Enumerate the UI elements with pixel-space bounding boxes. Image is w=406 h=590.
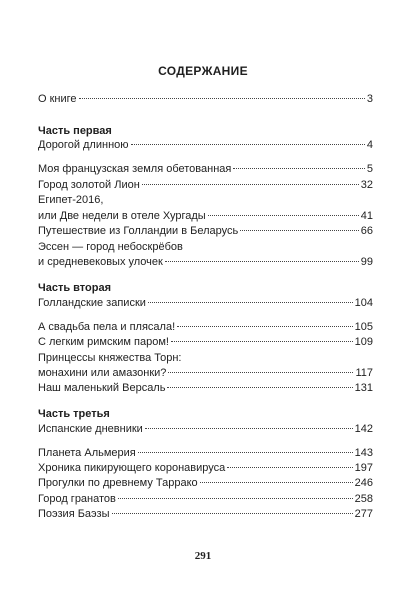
toc-entry [38,178,373,192]
toc-page-number: 258 [354,493,373,505]
section-heading: Часть первая [38,125,112,137]
toc-entry [38,138,373,152]
toc-page-number: 104 [354,297,373,309]
section-heading: Часть вторая [38,282,112,294]
toc-entry [38,162,373,176]
dot-leader [171,341,353,342]
toc-entry-title: монахини или амазонки? [38,367,167,379]
dot-leader [227,467,352,468]
toc-entry [38,320,373,334]
toc-entry-title: Наш маленький Версаль [38,382,166,394]
toc-page-number: 99 [360,256,373,268]
toc-entry-line [38,240,373,254]
dot-leader [200,482,353,483]
toc-page-number: 131 [354,382,373,394]
toc-page-number: 246 [354,477,373,489]
toc-entry [38,366,373,380]
toc-entry [38,446,373,460]
dot-leader [79,98,365,99]
toc-entry [38,209,373,223]
dot-leader [131,144,365,145]
toc-entry [38,255,373,269]
toc-page-number: 3 [366,93,373,105]
toc-entry-title: Хроника пикирующего коронавируса [38,462,226,474]
page-number: 291 [194,550,212,562]
toc-entry-title: Эссен — город небоскрёбов [38,241,183,253]
dot-leader [233,168,365,169]
section-heading: Часть третья [38,408,110,420]
toc-page-number: 143 [354,447,373,459]
toc-entry-title: А свадьба пела и плясала! [38,321,176,333]
toc-page-number: 105 [354,321,373,333]
toc-entry-title: Принцессы княжества Торн: [38,352,182,364]
toc-entry [38,224,373,238]
dot-leader [142,184,359,185]
toc-entry-title: Поэзия Баэзы [38,508,110,520]
toc-entry [38,476,373,490]
toc-entry-title: Планета Альмерия [38,447,136,459]
toc-page-number: 117 [355,367,373,379]
dot-leader [240,230,359,231]
toc-entry-title: и средневековых улочек [38,256,163,268]
toc-entry-title: Голландские записки [38,297,146,309]
toc-entry-title: Путешествие из Голландии в Беларусь [38,225,239,237]
page-title: СОДЕРЖАНИЕ [158,64,248,78]
toc-entry-title: Египет-2016, [38,194,104,206]
dot-leader [177,326,352,327]
toc-page-number: 32 [360,179,373,191]
toc-entry-title: С легким римским паром! [38,336,169,348]
toc-entry-title: О книге [38,93,77,105]
toc-entry-title: Прогулки по древнему Таррако [38,477,198,489]
toc-page-number: 41 [360,210,373,222]
toc-page-number: 277 [354,508,373,520]
dot-leader [167,387,352,388]
toc-entry-title: или Две недели в отеле Хургады [38,210,206,222]
toc-entry-title: Дорогой длинною [38,139,129,151]
toc-entry [38,422,373,436]
toc-entry [38,492,373,506]
dot-leader [168,372,353,373]
dot-leader [112,513,353,514]
dot-leader [148,302,353,303]
toc-entry [38,507,373,521]
dot-leader [118,498,353,499]
toc-entry-title: Испанские дневники [38,423,143,435]
toc-entry-line [38,193,373,207]
toc-page-number: 5 [366,163,373,175]
toc-entry [38,381,373,395]
toc-entry-title: Моя французская земля обетованная [38,163,232,175]
dot-leader [165,261,359,262]
dot-leader [145,428,353,429]
toc-page-number: 142 [354,423,373,435]
toc-entry [38,296,373,310]
toc-page-number: 4 [366,139,373,151]
dot-leader [208,215,359,216]
toc-page-number: 66 [360,225,373,237]
toc-entry [38,335,373,349]
toc-entry-line [38,351,373,365]
toc-page-number: 109 [354,336,373,348]
dot-leader [138,452,353,453]
toc-entry [38,461,373,475]
toc-entry-title: Город гранатов [38,493,116,505]
toc-page-number: 197 [354,462,373,474]
toc-entry [38,92,373,106]
toc-entry-title: Город золотой Лион [38,179,140,191]
